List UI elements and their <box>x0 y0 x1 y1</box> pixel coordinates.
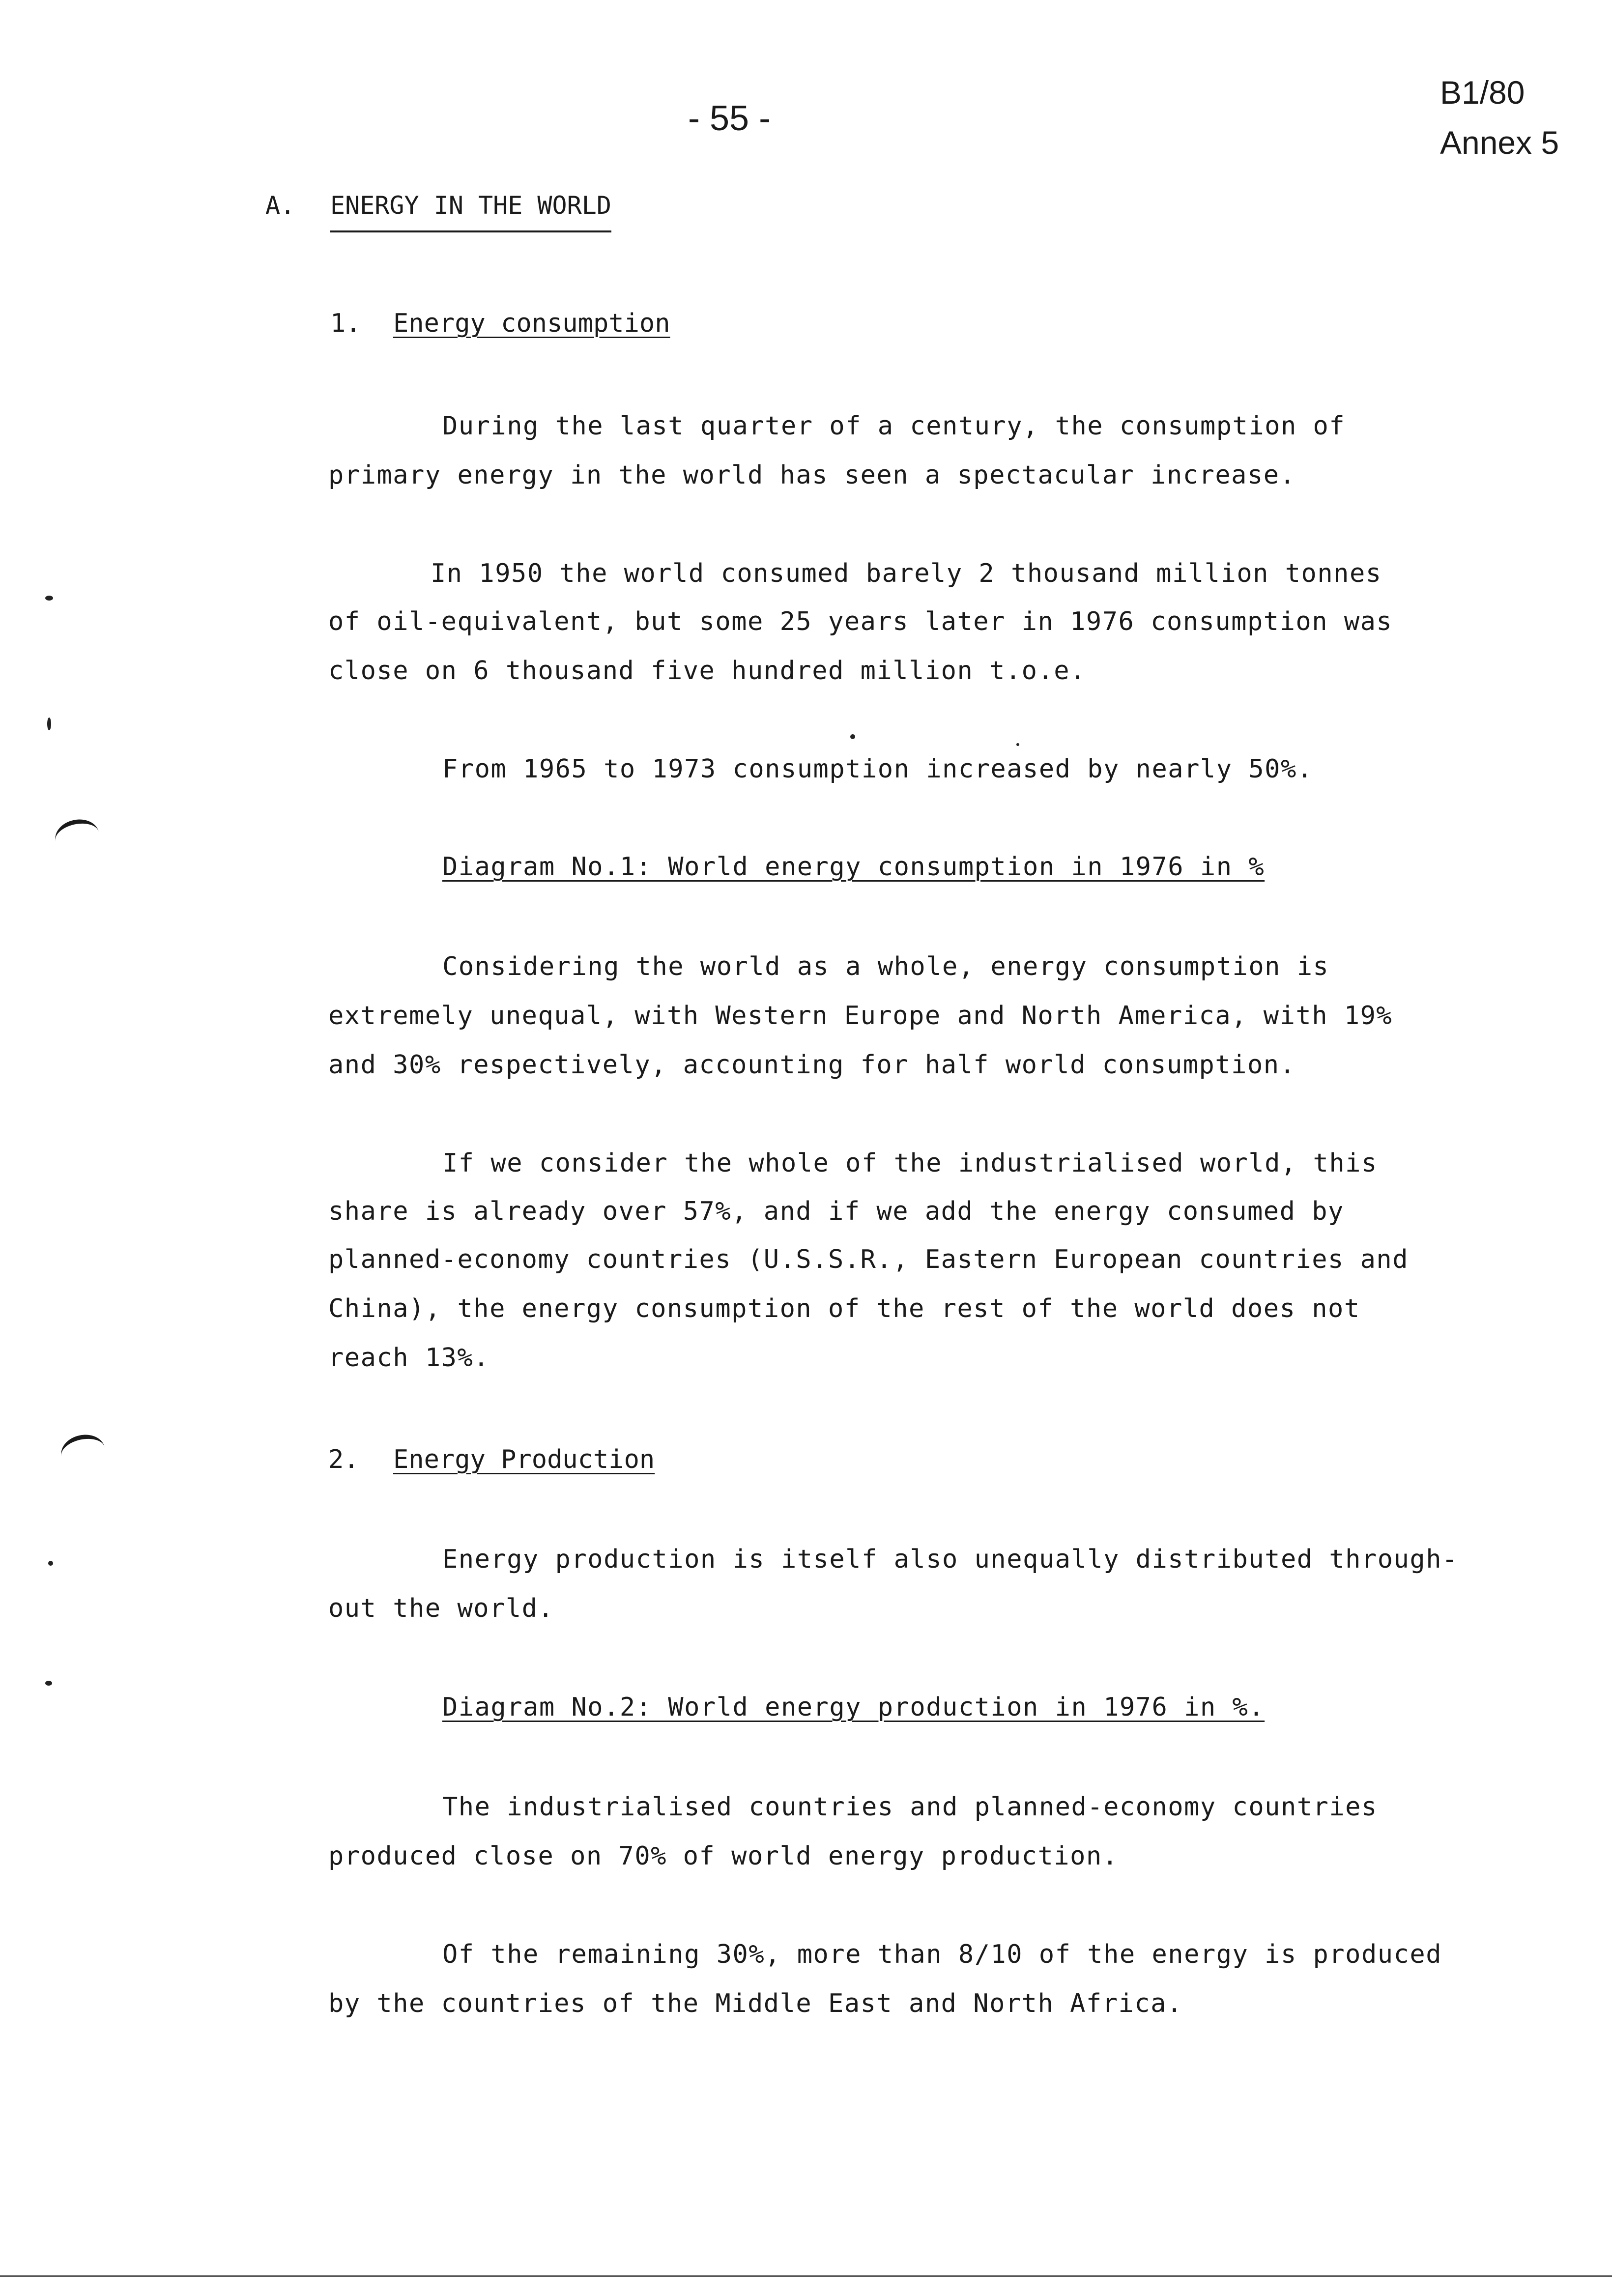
section-letter: A. <box>265 191 295 220</box>
paragraph-line: Considering the world as a whole, energy consumption is <box>442 952 1329 981</box>
page-number: - 55 - <box>688 99 771 138</box>
scan-speck <box>45 1681 52 1686</box>
paragraph-line: Of the remaining 30%, more than 8/10 of the energy is produced <box>442 1940 1442 1969</box>
paragraph-line: and 30% respectively, accounting for half world consumption. <box>328 1050 1296 1080</box>
paragraph-line: produced close on 70% of world energy production. <box>328 1841 1119 1871</box>
paragraph-line: reach 13%. <box>328 1343 490 1373</box>
paragraph-line: close on 6 thousand five hundred million t.o.e. <box>328 656 1086 686</box>
scan-speck <box>47 718 51 730</box>
paragraph-line: share is already over 57%, and if we add the energy consumed by <box>328 1197 1344 1226</box>
paragraph-line: Energy production is itself also unequally distributed through- <box>442 1545 1458 1574</box>
paragraph-line: China), the energy consumption of the rest of the world does not <box>328 1294 1360 1323</box>
paragraph-line: If we consider the whole of the industrialised world, this <box>442 1148 1378 1178</box>
binding-hole-mark <box>58 1431 108 1473</box>
diagram-caption: Diagram No.1: World energy consumption in 1976 in % <box>442 852 1265 882</box>
paragraph-line: From 1965 to 1973 consumption increased by nearly 50%. <box>442 754 1313 784</box>
subsection-title: Energy consumption <box>393 309 670 338</box>
subsection-title: Energy Production <box>393 1445 655 1474</box>
paragraph-line: During the last quarter of a century, the consumption of <box>442 411 1346 441</box>
section-title: ENERGY IN THE WORLD <box>330 191 611 232</box>
subsection-number: 1. <box>330 309 361 338</box>
paragraph-line: of oil-equivalent, but some 25 years later in 1976 consumption was <box>328 607 1393 636</box>
scan-speck <box>45 596 53 601</box>
scan-speck <box>850 734 855 739</box>
paragraph-line: planned-economy countries (U.S.S.R., Eastern European countries and <box>328 1245 1409 1274</box>
diagram-caption: Diagram No.2: World energy production in 1976 in %. <box>442 1693 1265 1722</box>
subsection-number: 2. <box>328 1445 359 1474</box>
document-reference: B1/80 <box>1440 74 1525 111</box>
annex-label: Annex 5 <box>1440 124 1559 161</box>
scan-speck <box>1016 743 1019 746</box>
binding-hole-mark <box>52 815 102 858</box>
paragraph-line: The industrialised countries and planned-economy countries <box>442 1792 1378 1822</box>
paragraph-line: extremely unequal, with Western Europe and North America, with 19% <box>328 1001 1393 1031</box>
paragraph-line: In 1950 the world consumed barely 2 thousand million tonnes <box>431 559 1382 588</box>
paragraph-line: by the countries of the Middle East and North Africa. <box>328 1989 1183 2018</box>
scan-speck <box>48 1561 53 1566</box>
paragraph-line: out the world. <box>328 1594 554 1623</box>
paragraph-line: primary energy in the world has seen a spectacular increase. <box>328 460 1296 490</box>
page-bottom-edge <box>0 2275 1612 2277</box>
